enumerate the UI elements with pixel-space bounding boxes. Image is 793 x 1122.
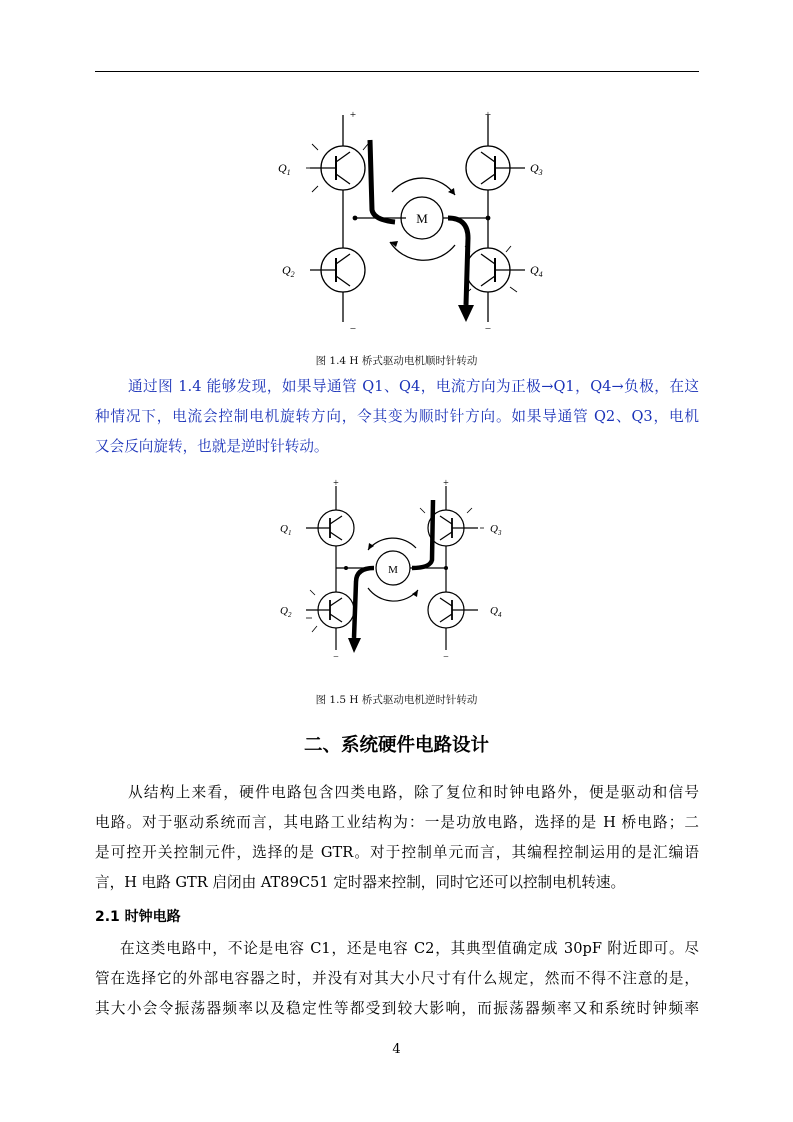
paragraph-3-line-2: 管在选择它的外部电容器之时，并没有对其大小尺寸有什么规定，然而不得不注意的是，: [95, 970, 699, 987]
plus-right: +: [484, 109, 492, 121]
motor-label: M: [388, 564, 398, 576]
paragraph-1: [95, 372, 699, 462]
paragraph-2-line-3: 是可控开关控制元件，选择的是 GTR。对于控制单元而言，其编程控制运用的是汇编语: [95, 844, 699, 861]
figure2-caption: 图 1.5 H 桥式驱动电机逆时针转动: [315, 694, 478, 706]
q1-label: $Q_1$: [280, 523, 292, 537]
paragraph-1-line-3: 又会反向旋转，也就是逆时针转动。: [95, 438, 329, 455]
minus-right: −: [443, 652, 449, 663]
q1-label: $Q_1$: [278, 161, 291, 177]
section-title: 二、系统硬件电路设计: [303, 735, 489, 756]
q4-label: $Q_4$: [530, 263, 543, 279]
paragraph-3-line-1: 在这类电路中，不论是电容 C1，还是电容 C2，其典型值确定成 30pF 附近即可。尽: [120, 940, 699, 957]
paragraph-2: [95, 778, 699, 898]
figure-h-bridge-counterclockwise: [270, 478, 520, 668]
minus-right: −: [484, 323, 492, 335]
motor-label: M: [416, 211, 428, 226]
paragraph-3-line-3: 其大小会令振荡器频率以及稳定性等都受到较大影响，而振荡器频率又和系统时钟频率: [95, 1000, 699, 1017]
plus-left: +: [349, 109, 357, 121]
q2-label: $Q_2$: [282, 263, 295, 279]
plus-right: +: [443, 478, 449, 489]
paragraph-1-line-2: 种情况下，电流会控制电机旋转方向，令其变为顺时针方向。如果导通管 Q2、Q3，电机: [95, 408, 699, 425]
plus-left: +: [333, 478, 339, 489]
figure1-caption: 图 1.4 H 桥式驱动电机顺时针转动: [315, 355, 478, 367]
paragraph-3: [95, 934, 699, 1024]
q3-label: $Q_3$: [530, 161, 543, 177]
paragraph-1-line-1: 通过图 1.4 能够发现，如果导通管 Q1、Q4，电流方向为正极→Q1，Q4→负极，在这: [128, 378, 699, 395]
page-number: 4: [392, 1042, 401, 1057]
q2-label: $Q_2$: [280, 605, 292, 619]
q4-label: $Q_4$: [490, 605, 502, 619]
paragraph-2-line-1: 从结构上来看，硬件电路包含四类电路，除了复位和时钟电路外，便是驱动和信号: [128, 784, 699, 801]
header-rule: [95, 71, 699, 72]
paragraph-2-line-2: 电路。对于驱动系统而言，其电路工业结构为：一是功放电路，选择的是 H 桥电路；二: [95, 814, 699, 831]
minus-left: −: [349, 323, 357, 335]
q3-label: $Q_3$: [490, 523, 502, 537]
subsection-title: 2.1 时钟电路: [95, 909, 181, 925]
figure-h-bridge-clockwise: [270, 100, 570, 335]
minus-left: −: [333, 652, 339, 663]
paragraph-2-line-4: 言，H 电路 GTR 启闭由 AT89C51 定时器来控制，同时它还可以控制电机转速。: [95, 874, 626, 891]
